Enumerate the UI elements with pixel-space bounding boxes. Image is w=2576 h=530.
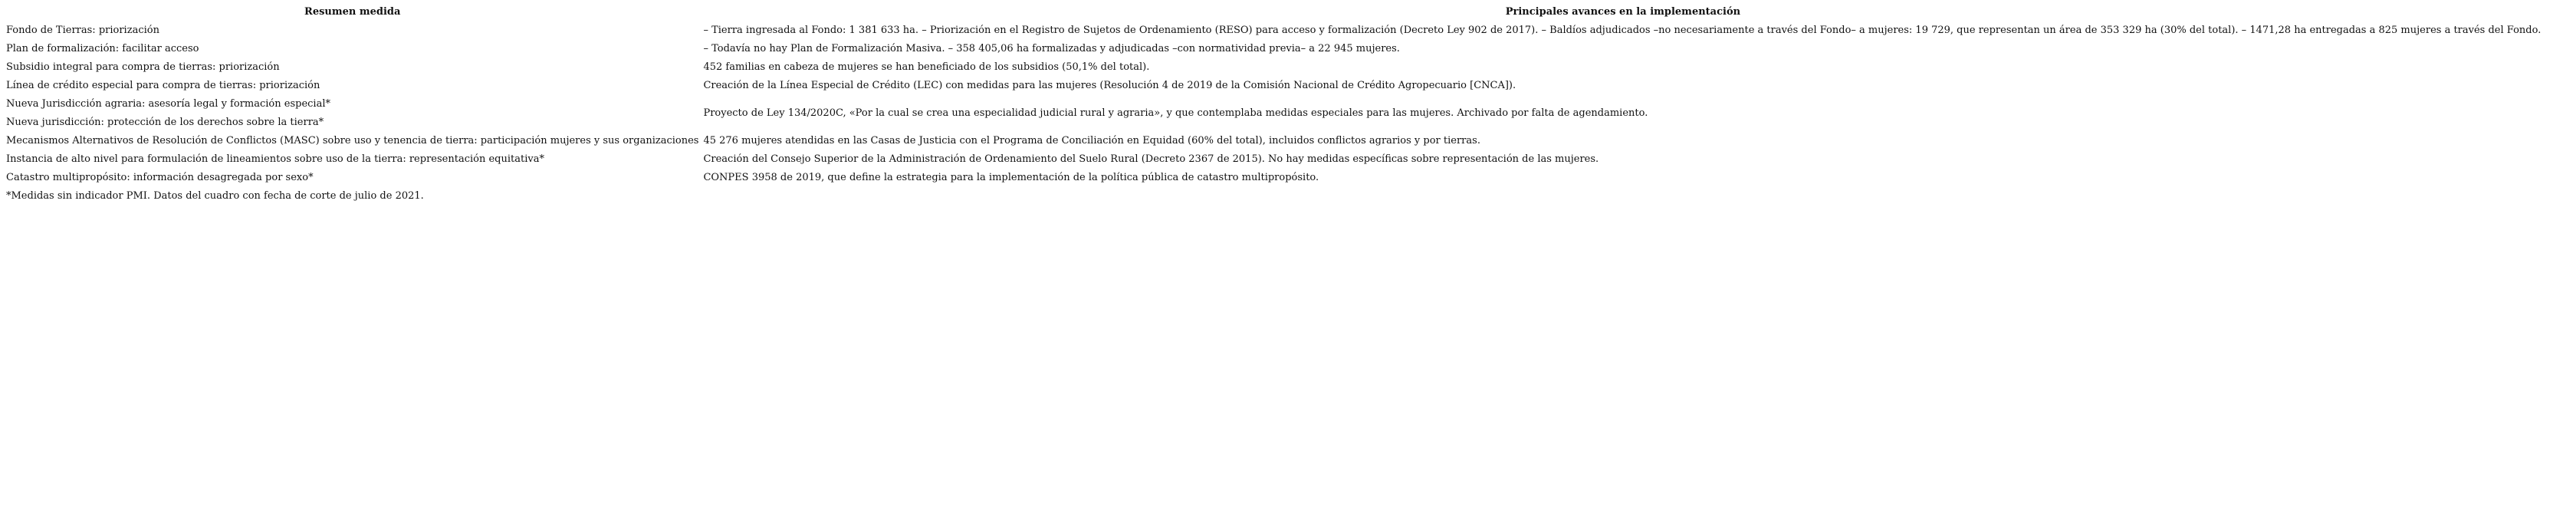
table-row xyxy=(3,95,2544,132)
measure-cell: Instancia de alto nivel para formulación de lineamientos sobre uso de la tierra: representación equitativa* xyxy=(6,153,544,165)
header-measure: Resumen medida xyxy=(304,6,401,18)
progress-cell: Proyecto de Ley 134/2020C, «Por la cual se crea una especialidad judicial rural y agraria», y que contemplaba medidas especiales para las mujeres. Archivado por falta de agendamiento. xyxy=(703,107,1648,119)
footnote-row xyxy=(3,187,2544,206)
table-row xyxy=(3,21,2544,40)
table-footnote: *Medidas sin indicador PMI. Datos del cuadro con fecha de corte de julio de 2021. xyxy=(6,190,424,202)
measure-cell: Subsidio integral para compra de tierras: priorización xyxy=(6,61,280,73)
measure-cell: Línea de crédito especial para compra de tierras: priorización xyxy=(6,80,320,91)
table-row xyxy=(3,40,2544,58)
table-row xyxy=(3,132,2544,150)
progress-cell: Creación de la Línea Especial de Crédito (LEC) con medidas para las mujeres (Resolución 4 de 2019 de la Comisión Nacional de Crédito Agropecuario [CNCA]). xyxy=(703,80,1516,91)
progress-cell: Creación del Consejo Superior de la Administración de Ordenamiento del Suelo Rural (Decreto 2367 de 2015). No hay medidas específicas sobre representación de las mujeres. xyxy=(703,153,1599,165)
progress-cell: CONPES 3958 de 2019, que define la estrategia para la implementación de la política pública de catastro multipropósito. xyxy=(703,172,1319,183)
measure-cell: Fondo de Tierras: priorización xyxy=(6,25,159,36)
progress-cell: 45 276 mujeres atendidas en las Casas de Justicia con el Programa de Conciliación en Equidad (60% del total), incluidos conflictos agrarios y por tierras. xyxy=(703,135,1480,146)
measures-table xyxy=(3,5,2544,206)
header-progress: Principales avances en la implementación xyxy=(1505,6,1741,18)
progress-cell: – Tierra ingresada al Fondo: 1 381 633 ha. – Priorización en el Registro de Sujetos de Ordenamiento (RESO) para acceso y formalización (Decreto Ley 902 de 2017). – Baldíos adjudicados –no necesariamente a través del Fondo– a mujeres: 19 729, que representan un área de 353 329 ha (30% del total). – 1471,28 ha entregadas a 825 mujeres a través del Fondo. xyxy=(703,25,2542,36)
progress-cell: 452 familias en cabeza de mujeres se han beneficiado de los subsidios (50,1% del total). xyxy=(703,61,1150,73)
measure-cell: Catastro multipropósito: información desagregada por sexo* xyxy=(6,172,314,183)
measure-line: Nueva jurisdicción: protección de los derechos sobre la tierra* xyxy=(6,117,324,128)
measure-line: Nueva Jurisdicción agraria: asesoría legal y formación especial* xyxy=(6,98,330,110)
measure-cell: Mecanismos Alternativos de Resolución de Conflictos (MASC) sobre uso y tenencia de tierra: participación mujeres y sus organizaciones xyxy=(6,135,699,146)
progress-cell: – Todavía no hay Plan de Formalización Masiva. – 358 405,06 ha formalizadas y adjudicadas –con normatividad previa– a 22 945 mujeres. xyxy=(703,43,1400,54)
table-row xyxy=(3,77,2544,95)
table-header-row xyxy=(3,5,2544,21)
table-row xyxy=(3,150,2544,169)
table-row xyxy=(3,169,2544,187)
table-row xyxy=(3,58,2544,77)
measure-cell: Plan de formalización: facilitar acceso xyxy=(6,43,199,54)
measure-cell xyxy=(3,95,702,132)
